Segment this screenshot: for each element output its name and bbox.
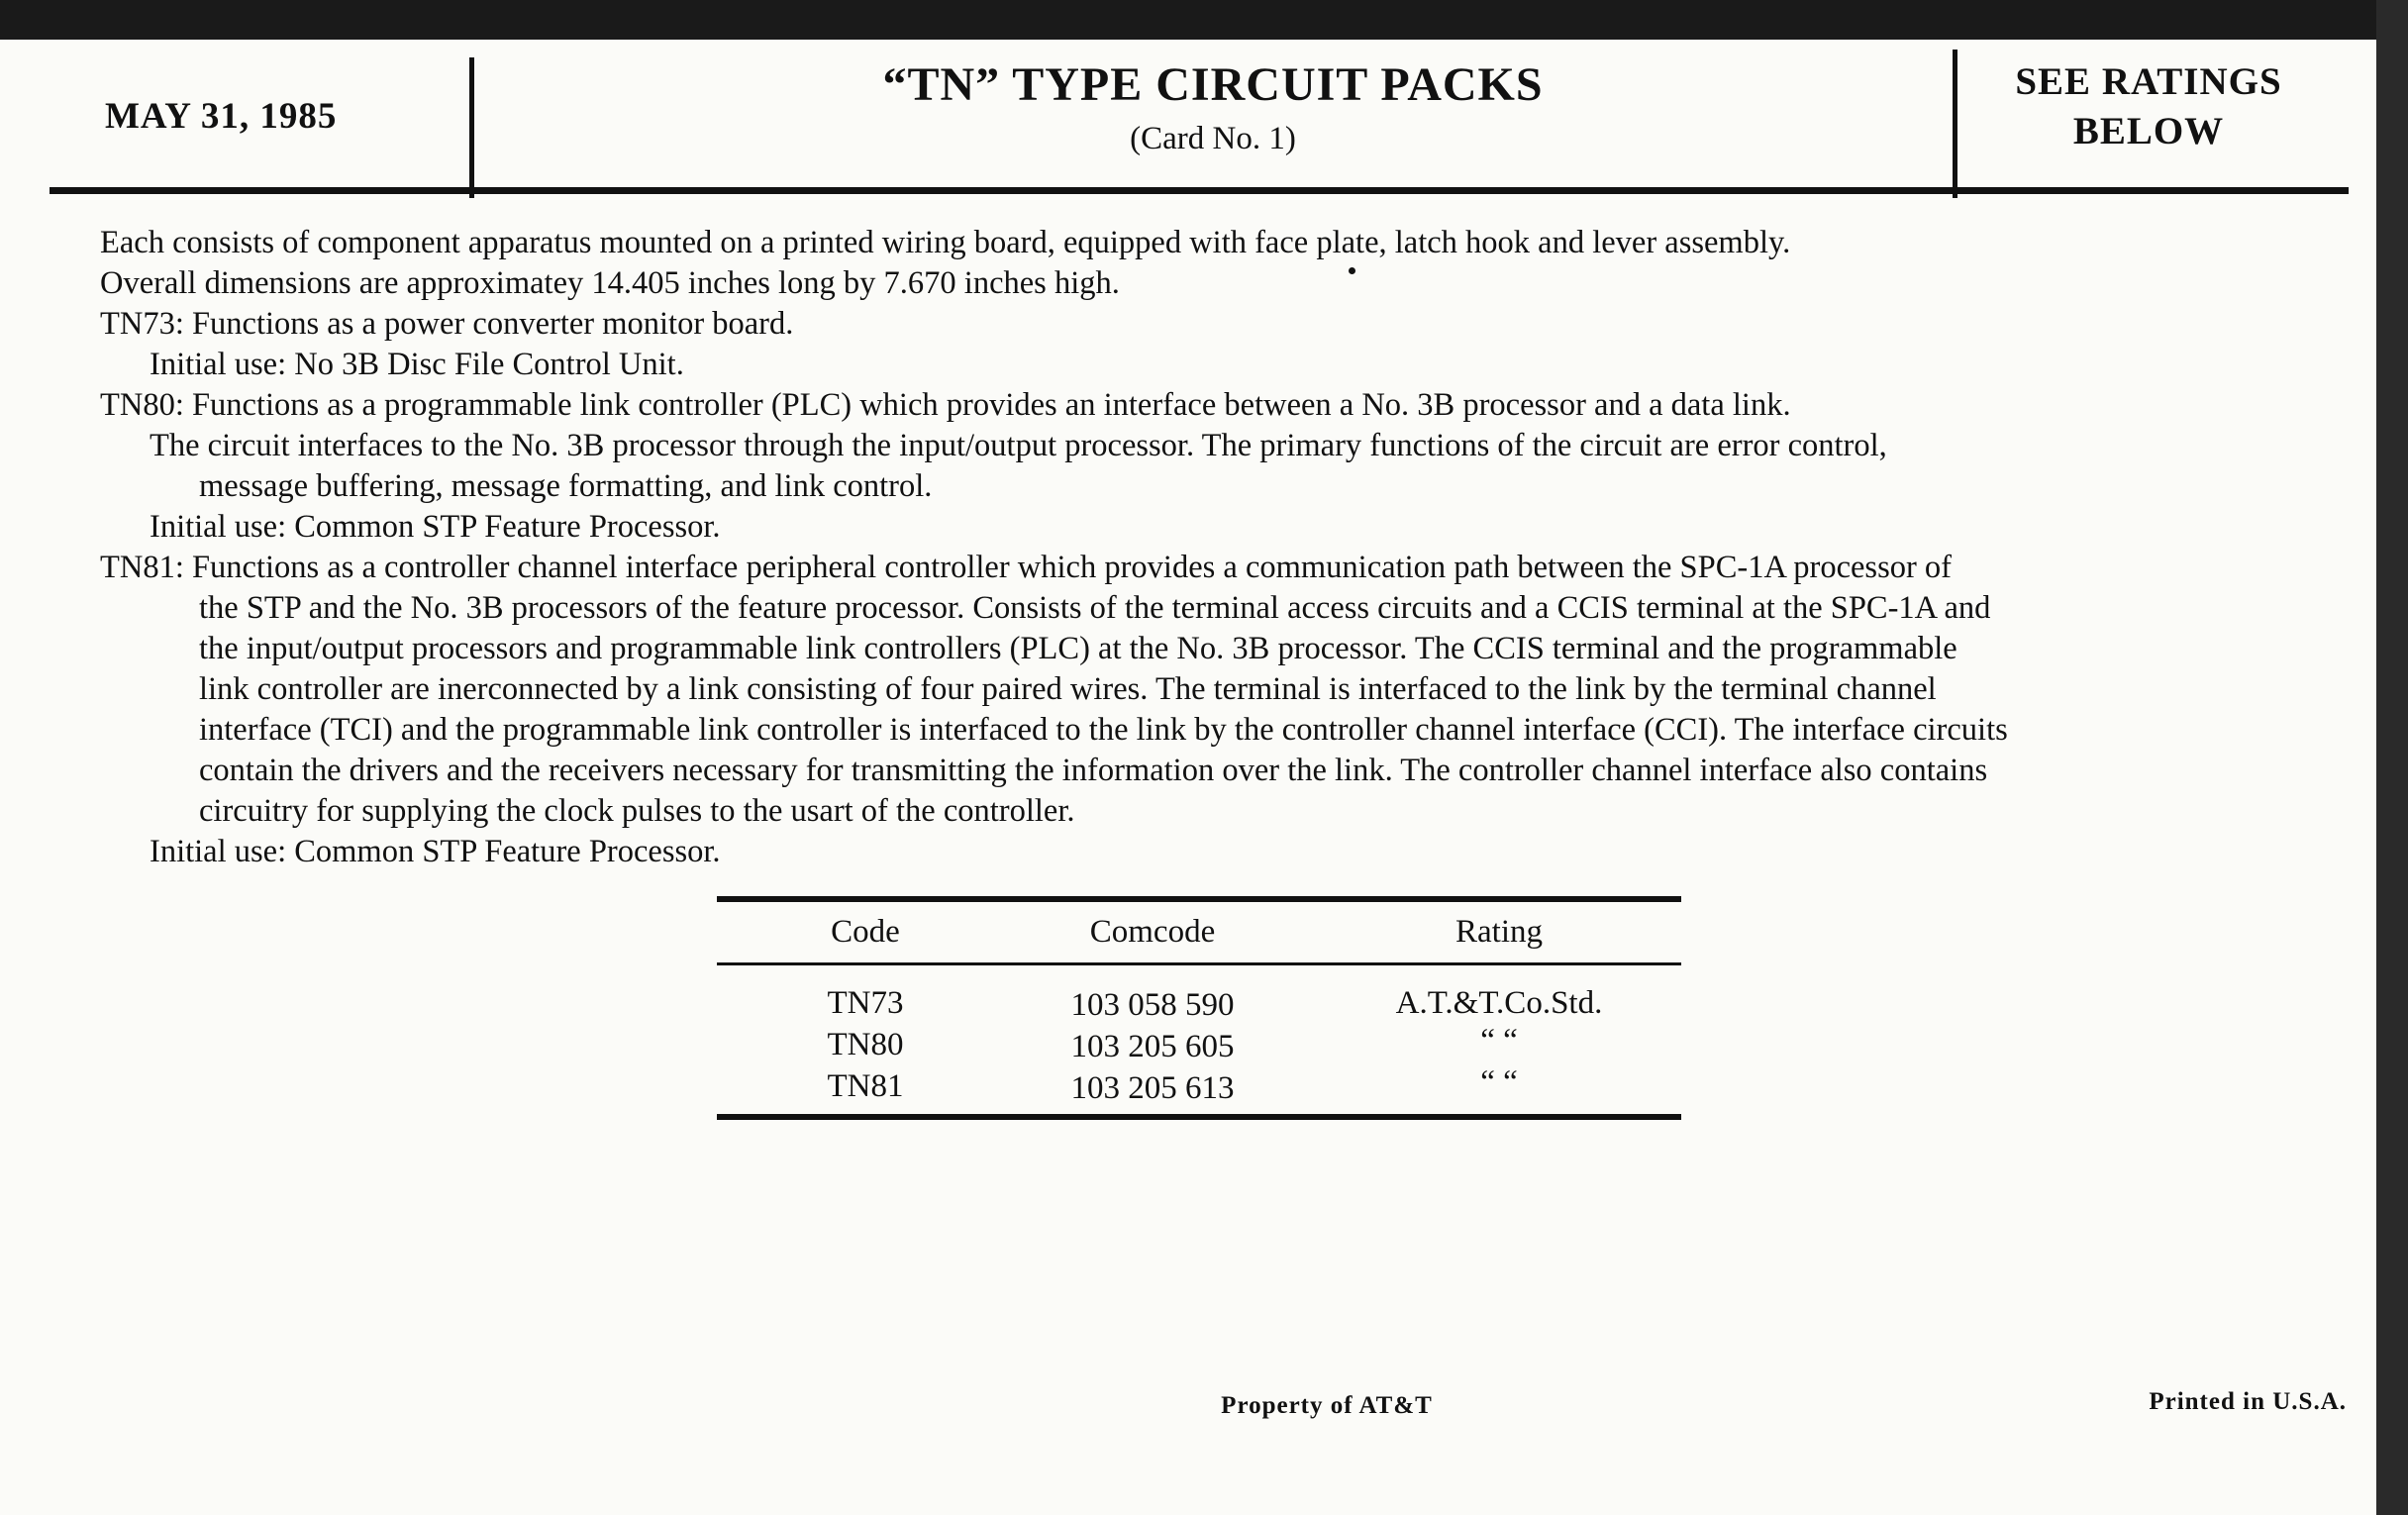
body-line: message buffering, message formatting, and link control.: [199, 468, 933, 504]
table-header-rule: [717, 962, 1681, 965]
card-subtitle: (Card No. 1): [1130, 121, 1296, 156]
card-title: “TN” TYPE CIRCUIT PACKS: [882, 58, 1544, 111]
ratings-table: [717, 896, 1681, 1124]
column-header-rating: Rating: [1455, 914, 1543, 950]
card-header: [0, 40, 2376, 198]
header-divider-right: [1953, 50, 1957, 198]
scan-edge: [2376, 0, 2408, 1515]
rating-note-line1: SEE RATINGS: [2015, 60, 2282, 103]
body-line: Initial use: No 3B Disc File Control Unit.: [150, 347, 684, 382]
footer-printed: Printed in U.S.A.: [2149, 1388, 2347, 1415]
table-cell-comcode: 103 205 613: [1070, 1070, 1235, 1106]
body-line: the input/output processors and programmable link controllers (PLC) at the No. 3B processor. The CCIS terminal and the programmable: [199, 631, 1957, 666]
body-line: interface (TCI) and the programmable link controller is interfaced to the link by the controller channel interface (CCI). The interface circuits: [199, 712, 2008, 748]
header-divider-left: [469, 57, 474, 198]
table-cell-comcode: 103 205 605: [1070, 1029, 1235, 1064]
header-rule: [50, 187, 2349, 194]
body-line: Each consists of component apparatus mounted on a printed wiring board, equipped with face plate, latch hook and lever assembly.: [100, 225, 1791, 260]
body-line: the STP and the No. 3B processors of the feature processor. Consists of the terminal access circuits and a CCIS terminal at the SPC-1A and: [199, 590, 1991, 626]
stray-mark: [1349, 267, 1355, 274]
table-cell-rating: “ “: [1480, 1064, 1518, 1100]
table-cell-code: TN81: [827, 1068, 904, 1104]
body-line: circuitry for supplying the clock pulses to the usart of the controller.: [199, 793, 1075, 829]
table-cell-rating: A.T.&T.Co.Std.: [1395, 985, 1603, 1021]
body-line: The circuit interfaces to the No. 3B processor through the input/output processor. The primary functions of the circuit are error control,: [150, 428, 1887, 463]
table-cell-code: TN73: [827, 985, 904, 1021]
table-cell-rating: “ “: [1480, 1023, 1518, 1059]
rating-note-line2: BELOW: [2072, 110, 2225, 152]
body-line: Initial use: Common STP Feature Processor.: [150, 834, 721, 869]
body-line: link controller are inerconnected by a link consisting of four paired wires. The terminal is interfaced to the link by the terminal channel: [199, 671, 1937, 707]
body-line: contain the drivers and the receivers necessary for transmitting the information over the link. The controller channel interface also contains: [199, 753, 1988, 788]
footer-property: Property of AT&T: [1221, 1392, 1433, 1419]
column-header-comcode: Comcode: [1089, 914, 1216, 950]
body-line: Overall dimensions are approximatey 14.405 inches long by 7.670 inches high.: [100, 265, 1120, 301]
issue-date: MAY 31, 1985: [105, 96, 338, 137]
document-card: [0, 40, 2376, 1515]
table-cell-code: TN80: [827, 1027, 904, 1062]
body-line: TN81: Functions as a controller channel interface peripheral controller which provides a communication path between the SPC-1A processor of: [100, 550, 1952, 585]
body-line: TN73: Functions as a power converter monitor board.: [100, 306, 794, 342]
rating-note: [1960, 57, 2337, 156]
body-line: Initial use: Common STP Feature Processor.: [150, 509, 721, 545]
table-cell-comcode: 103 058 590: [1070, 987, 1235, 1023]
table-bottom-rule: [717, 1114, 1681, 1120]
column-header-code: Code: [831, 914, 900, 950]
body-line: TN80: Functions as a programmable link controller (PLC) which provides an interface between a No. 3B processor and a data link.: [100, 387, 1791, 423]
table-top-rule: [717, 896, 1681, 902]
